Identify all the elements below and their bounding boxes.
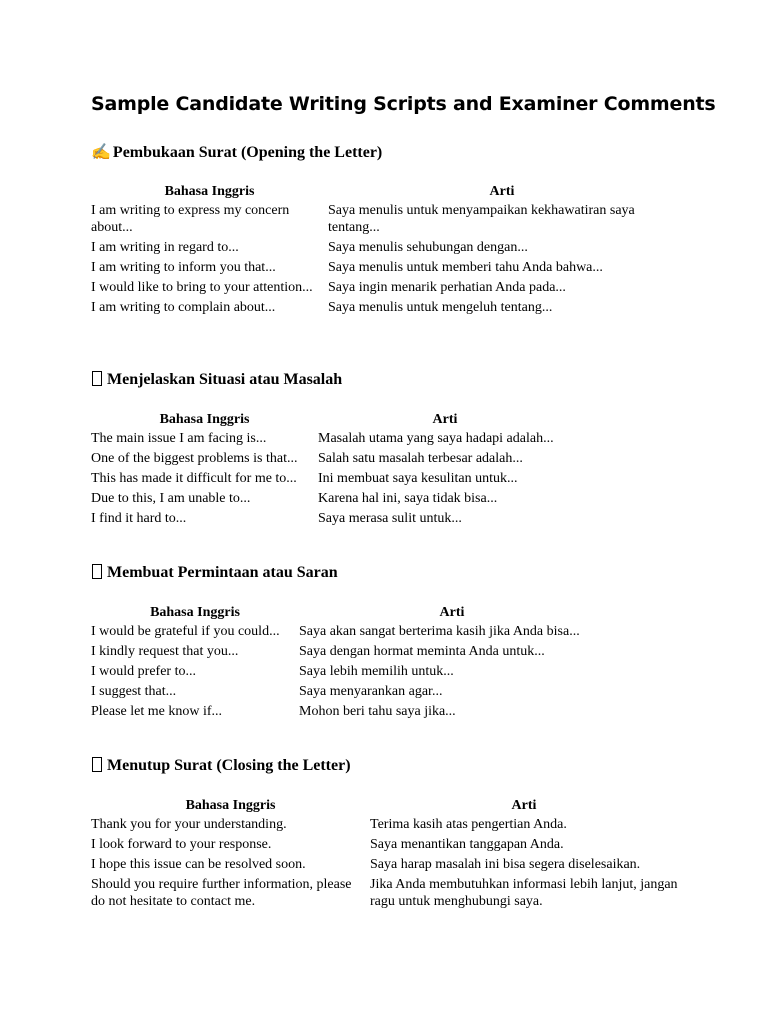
- phrase-meaning: Saya menulis sehubungan dengan...: [328, 240, 528, 255]
- table-row: [91, 874, 678, 911]
- phrase-meaning: Masalah utama yang saya hadapi adalah...: [318, 431, 554, 446]
- phrase-meaning: Saya menyarankan agar...: [299, 684, 443, 699]
- phrase-english: Thank you for your understanding.: [91, 817, 287, 832]
- section-requests: [91, 563, 605, 721]
- phrase-meaning: Salah satu masalah terbesar adalah...: [318, 451, 523, 466]
- column-header-english: Bahasa Inggris: [159, 412, 250, 427]
- phrase-meaning: Saya harap masalah ini bisa segera diselesaikan.: [370, 857, 641, 872]
- phrase-meaning: Saya dengan hormat meminta Anda untuk...: [299, 644, 545, 659]
- phrase-meaning: Mohon beri tahu saya jika...: [299, 704, 456, 719]
- table-row: [91, 257, 676, 277]
- phrase-english: Due to this, I am unable to...: [91, 491, 251, 506]
- column-header-meaning: Arti: [489, 184, 515, 199]
- phrase-english: One of the biggest problems is that...: [91, 451, 298, 466]
- phrase-table: [91, 794, 678, 911]
- phrase-table: [91, 408, 572, 528]
- phrase-table: [91, 180, 676, 317]
- table-row: [91, 621, 605, 641]
- table-row: [91, 448, 572, 468]
- column-header-meaning: Arti: [439, 605, 465, 620]
- column-header-meaning: Arti: [432, 412, 458, 427]
- phrase-meaning: Karena hal ini, saya tidak bisa...: [318, 491, 498, 506]
- phrase-english: I find it hard to...: [91, 511, 187, 526]
- section-opening: [91, 143, 676, 317]
- table-row: [91, 834, 678, 854]
- phrase-english: I am writing to express my concern about...: [91, 203, 290, 235]
- table-row: [91, 814, 678, 834]
- missing-glyph-icon: [92, 757, 102, 772]
- phrase-meaning: Saya menulis untuk menyampaikan kekhawatiran saya tentang...: [328, 203, 635, 235]
- table-row: [91, 488, 572, 508]
- table-row: [91, 297, 676, 317]
- column-header-meaning: Arti: [511, 798, 537, 813]
- phrase-english: This has made it difficult for me to...: [91, 471, 297, 486]
- table-row: [91, 277, 676, 297]
- phrase-english: I am writing to complain about...: [91, 300, 276, 315]
- missing-glyph-icon: [92, 371, 102, 386]
- column-header-english: Bahasa Inggris: [164, 184, 255, 199]
- table-row: [91, 237, 676, 257]
- table-row: [91, 854, 678, 874]
- table-row: [91, 681, 605, 701]
- section-heading: [91, 370, 572, 390]
- phrase-meaning: Saya menulis untuk memberi tahu Anda bahwa...: [328, 260, 603, 275]
- phrase-table: [91, 601, 605, 721]
- section-heading: [91, 756, 678, 776]
- table-row: [91, 641, 605, 661]
- phrase-english: I am writing in regard to...: [91, 240, 239, 255]
- phrase-meaning: Saya merasa sulit untuk...: [318, 511, 462, 526]
- table-row: [91, 468, 572, 488]
- section-situation: [91, 370, 572, 528]
- table-row: [91, 200, 676, 237]
- phrase-meaning: Terima kasih atas pengertian Anda.: [370, 817, 567, 832]
- section-heading-text: Pembukaan Surat (Opening the Letter): [112, 144, 383, 161]
- phrase-meaning: Ini membuat saya kesulitan untuk...: [318, 471, 518, 486]
- phrase-english: Please let me know if...: [91, 704, 223, 719]
- phrase-english: I look forward to your response.: [91, 837, 272, 852]
- table-row: [91, 428, 572, 448]
- phrase-english: I kindly request that you...: [91, 644, 239, 659]
- section-closing: [91, 756, 678, 911]
- section-heading-text: Membuat Permintaan atau Saran: [107, 564, 338, 581]
- phrase-meaning: Saya akan sangat berterima kasih jika Anda bisa...: [299, 624, 580, 639]
- section-heading: [91, 563, 605, 583]
- phrase-english: I am writing to inform you that...: [91, 260, 276, 275]
- section-heading: [91, 143, 676, 163]
- phrase-english: I would be grateful if you could...: [91, 624, 280, 639]
- phrase-english: I would like to bring to your attention...: [91, 280, 313, 295]
- phrase-meaning: Saya menantikan tanggapan Anda.: [370, 837, 564, 852]
- phrase-meaning: Jika Anda membutuhkan informasi lebih lanjut, jangan ragu untuk menghubungi saya.: [370, 877, 678, 909]
- table-row: [91, 508, 572, 528]
- phrase-meaning: Saya lebih memilih untuk...: [299, 664, 454, 679]
- phrase-english: I would prefer to...: [91, 664, 196, 679]
- column-header-english: Bahasa Inggris: [150, 605, 240, 620]
- column-header-english: Bahasa Inggris: [185, 798, 276, 813]
- page-title: Sample Candidate Writing Scripts and Examiner Comments: [91, 93, 716, 115]
- phrase-english: I hope this issue can be resolved soon.: [91, 857, 306, 872]
- section-heading-text: Menutup Surat (Closing the Letter): [107, 757, 351, 774]
- table-row: [91, 701, 605, 721]
- phrase-english: The main issue I am facing is...: [91, 431, 267, 446]
- phrase-meaning: Saya ingin menarik perhatian Anda pada...: [328, 280, 566, 295]
- phrase-english: Should you require further information, please do not hesitate to contact me.: [91, 877, 352, 909]
- phrase-meaning: Saya menulis untuk mengeluh tentang...: [328, 300, 553, 315]
- phrase-english: I suggest that...: [91, 684, 177, 699]
- section-heading-text: Menjelaskan Situasi atau Masalah: [107, 371, 343, 388]
- missing-glyph-icon: [92, 564, 102, 579]
- table-row: [91, 661, 605, 681]
- writing-hand-icon: ✍: [91, 144, 111, 161]
